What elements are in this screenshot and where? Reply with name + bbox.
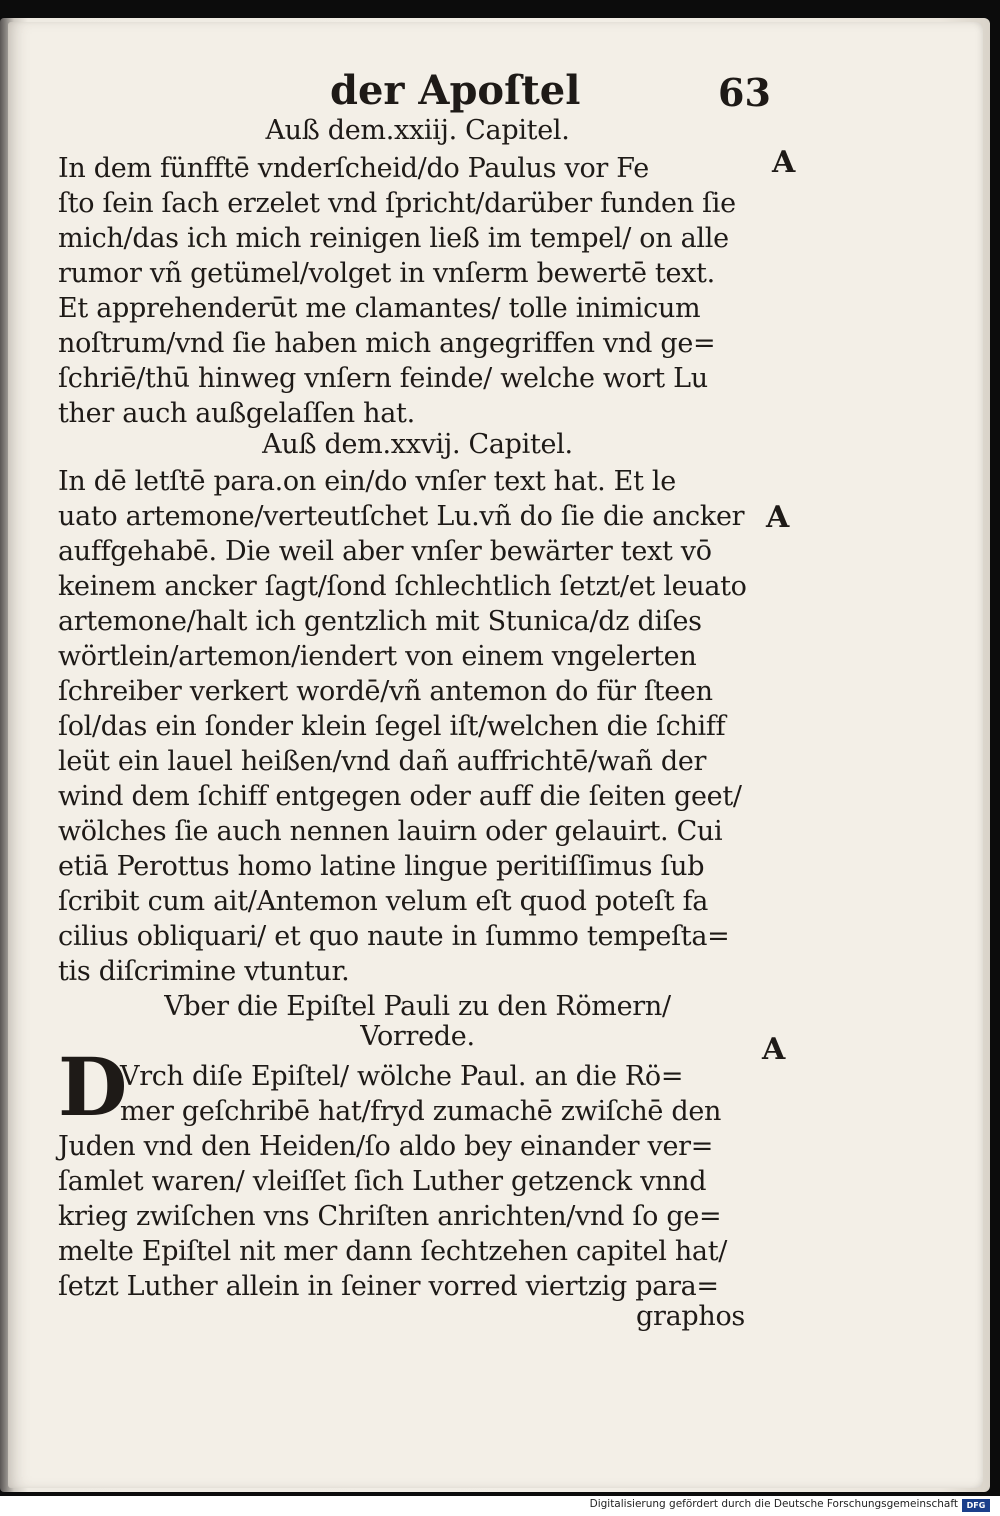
text-line: ſol/das ein ſonder klein ſegel iſt/welchen die ſchiff <box>58 711 726 742</box>
text-line: noſtrum/vnd ſie haben mich angegriffen vnd ge= <box>58 328 716 359</box>
section-heading: Auß dem.xxiij. Capitel. <box>265 115 570 146</box>
text-line: ſamlet waren/ vleiſſet ſich Luther getzenck vnnd <box>58 1166 707 1197</box>
text-line: Juden vnd den Heiden/ſo aldo bey einander ver= <box>58 1131 714 1162</box>
text-line: wind dem ſchiff entgegen oder auff die ſeiten geet/ <box>58 781 742 812</box>
text-line: ſchriē/thū hinweg vnſern feinde/ welche wort Lu <box>58 363 708 394</box>
footer-bar <box>0 1496 1000 1516</box>
funding-credit: Digitalisierung gefördert durch die Deutsche Forschungsgemeinschaft <box>589 1498 958 1510</box>
margin-note: A <box>766 500 790 535</box>
page-number: 63 <box>718 70 771 115</box>
text-line: mich/das ich mich reinigen ließ im tempel/ on alle <box>58 223 729 254</box>
section-subheading: Vorrede. <box>360 1021 475 1052</box>
text-line: In dē letſtē para.on ein/do vnſer text hat. Et le <box>58 466 676 497</box>
text-line: cilius obliquari/ et quo naute in ſummo tempeſta= <box>58 921 730 952</box>
text-line: wörtlein/artemon/iendert von einem vngelerten <box>58 641 697 672</box>
margin-note: A <box>772 145 796 180</box>
text-line: leüt ein lauel heißen/vnd dañ auffrichtē/wañ der <box>58 746 707 777</box>
text-line: In dem fünfftē vnderſcheid/do Paulus vor Fe <box>58 153 649 184</box>
text-line: ſchreiber verkert wordē/vñ antemon do für ſteen <box>58 676 713 707</box>
text-line: ther auch außgelaſſen hat. <box>58 398 415 429</box>
text-line: ſcribit cum ait/Antemon velum eſt quod poteſt fa <box>58 886 709 917</box>
text-line: auffgehabē. Die weil aber vnſer bewärter text vō <box>58 536 712 567</box>
text-line: rumor vñ getümel/volget in vnſerm bewertē text. <box>58 258 715 289</box>
text-line: ſetzt Luther allein in ſeiner vorred viertzig para= <box>58 1271 719 1302</box>
margin-note: A <box>762 1032 786 1067</box>
text-line: Vrch diſe Epiſtel/ wölche Paul. an die Rö= <box>120 1061 684 1092</box>
text-line: krieg zwiſchen vns Chriſten anrichten/vnd ſo ge= <box>58 1201 722 1232</box>
text-line: tis diſcrimine vtuntur. <box>58 956 350 987</box>
text-line: ſto ſein ſach erzelet vnd ſpricht/darüber funden ſie <box>58 188 736 219</box>
text-line: keinem ancker ſagt/ſond ſchlechtlich ſetzt/et leuato <box>58 571 747 602</box>
text-line: etiā Perottus homo latine lingue peritiſſimus ſub <box>58 851 705 882</box>
text-line: artemone/halt ich gentzlich mit Stunica/dz diſes <box>58 606 702 637</box>
catchword: graphos <box>636 1301 745 1332</box>
text-line: uato artemone/verteutſchet Lu.vñ do ſie die ancker <box>58 501 745 532</box>
text-line: mer geſchribē hat/fryd zumachē zwiſchē den <box>120 1096 722 1127</box>
section-heading: Auß dem.xxvij. Capitel. <box>262 429 573 460</box>
dfg-logo: DFG <box>962 1499 990 1512</box>
text-line: Et apprehenderūt me clamantes/ tolle inimicum <box>58 293 701 324</box>
text-line: wölches ſie auch nennen lauirn oder gelauirt. Cui <box>58 816 723 847</box>
text-line: melte Epiſtel nit mer dann ſechtzehen capitel hat/ <box>58 1236 728 1267</box>
decorated-initial: D <box>58 1040 128 1134</box>
running-head: der Apoſtel <box>330 67 581 114</box>
section-heading: Vber die Epiſtel Pauli zu den Römern/ <box>164 991 671 1022</box>
